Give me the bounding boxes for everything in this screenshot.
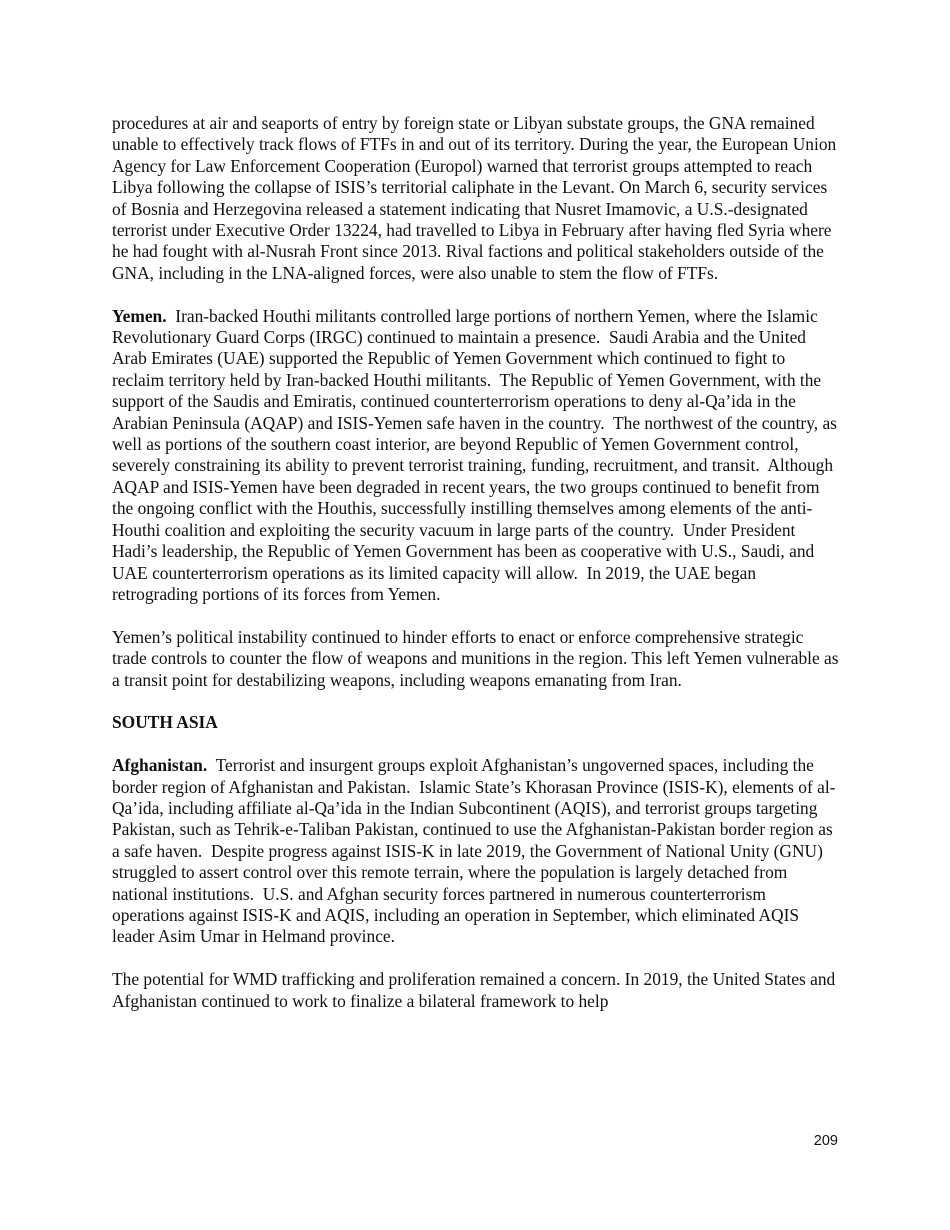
- paragraph-yemen-instability: [112, 627, 840, 691]
- paragraph-text: Iran-backed Houthi militants controlled large portions of northern Yemen, where the Islamic Revolutionary Guard Corps (IRGC) continued to maintain a presence. Saudi Arabia and the United Arab Emirates (UAE) supported the Republic of Yemen Government which continued to fight to reclaim territory held by Iran-backed Houthi militants. The Republic of Yemen Government, with the support of the Saudis and Emiratis, continued counterterrorism operations to deny al-Qa’ida in the Arabian Peninsula (AQAP) and ISIS-Yemen safe haven in the country. The northwest of the country, as well as portions of the southern coast interior, are beyond Republic of Yemen Government control, severely constraining its ability to prevent terrorist training, funding, recruitment, and transit. Although AQAP and ISIS-Yemen have been degraded in recent years, the two groups continued to benefit from the ongoing conflict with the Houthis, successfully instilling themselves among elements of the anti-Houthi coalition and exploiting the security vacuum in large parts of the country. Under President Hadi’s leadership, the Republic of Yemen Government has been as cooperative with U.S., Saudi, and UAE counterterrorism operations as its limited capacity will allow. In 2019, the UAE began retrograding portions of its forces from Yemen.: [112, 305, 842, 604]
- paragraph-lead-afghanistan: Afghanistan.: [112, 755, 208, 776]
- paragraph-lead-yemen: Yemen.: [112, 305, 167, 326]
- paragraph-text: procedures at air and seaports of entry by foreign state or Libyan substate groups, the GNA remained unable to effectively track flows of FTFs in and out of its territory. During the year, the European Union Agency for Law Enforcement Cooperation (Europol) warned that terrorist groups attempted to reach Libya following the collapse of ISIS’s territorial caliphate in the Levant. On March 6, security services of Bosnia and Herzegovina released a statement indicating that Nusret Imamovic, a U.S.-designated terrorist under Executive Order 13224, had travelled to Libya in February after having fled Syria where he had fought with al-Nusrah Front since 2013. Rival factions and political stakeholders outside of the GNA, including in the LNA-aligned forces, were also unable to stem the flow of FTFs.: [112, 113, 837, 283]
- page-number: 209: [813, 1133, 838, 1149]
- paragraph-text: The potential for WMD trafficking and proliferation remained a concern. In 2019, the United States and Afghanistan continued to work to finalize a bilateral framework to help: [112, 969, 836, 1011]
- paragraph-text: Terrorist and insurgent groups exploit Afghanistan’s ungoverned spaces, including the border region of Afghanistan and Pakistan. Islamic State’s Khorasan Province (ISIS-K), elements of al-Qa’ida, including affiliate al-Qa’ida in the Indian Subcontinent (AQIS), and terrorist groups targeting Pakistan, such as Tehrik-e-Taliban Pakistan, continued to use the Afghanistan-Pakistan border region as a safe haven. Despite progress against ISIS-K in late 2019, the Government of National Unity (GNU) struggled to assert control over this remote terrain, where the population is largely detached from national institutions. U.S. and Afghan security forces partnered in numerous counterterrorism operations against ISIS-K and AQIS, including an operation in September, which eliminated AQIS leader Asim Umar in Helmand province.: [112, 755, 838, 947]
- paragraph-afghanistan: [112, 755, 840, 948]
- paragraph-wmd: [112, 969, 840, 1012]
- document-page: [112, 113, 840, 1033]
- paragraph-yemen: [112, 306, 840, 606]
- section-heading-south-asia: SOUTH ASIA: [112, 712, 218, 733]
- paragraph-libya-continued: [112, 113, 840, 284]
- paragraph-text: Yemen’s political instability continued to hinder efforts to enact or enforce comprehensive strategic trade controls to counter the flow of weapons and munitions in the region. This left Yemen vulnerable as a transit point for destabilizing weapons, including weapons emanating from Iran.: [112, 626, 839, 690]
